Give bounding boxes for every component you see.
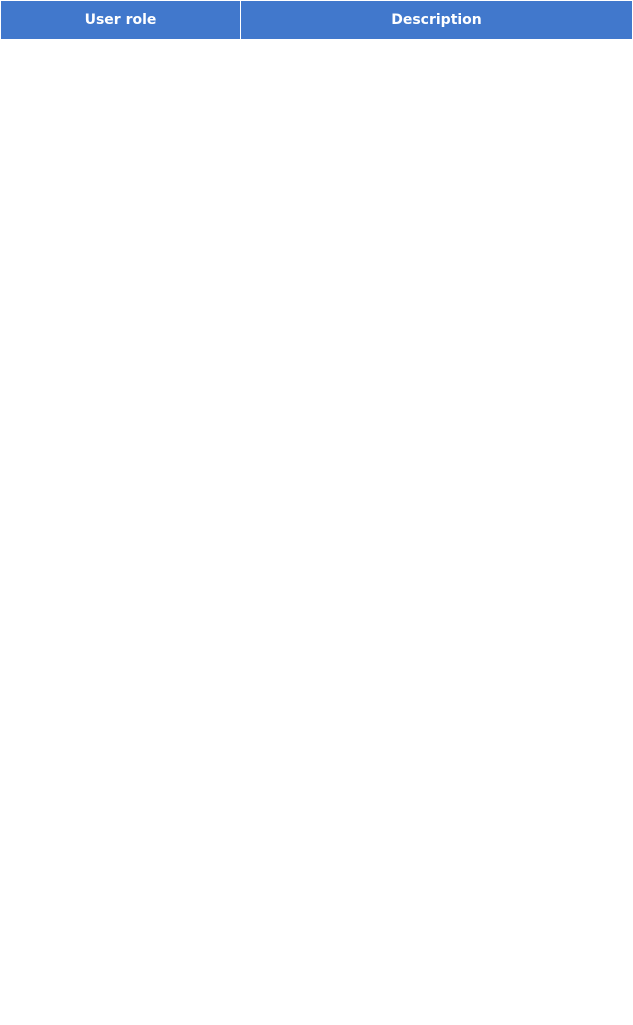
- header-description: Description: [241, 1, 633, 40]
- table-header-row: [1, 1, 633, 40]
- user-roles-table: [0, 1, 633, 40]
- header-user-role: User role: [1, 1, 241, 40]
